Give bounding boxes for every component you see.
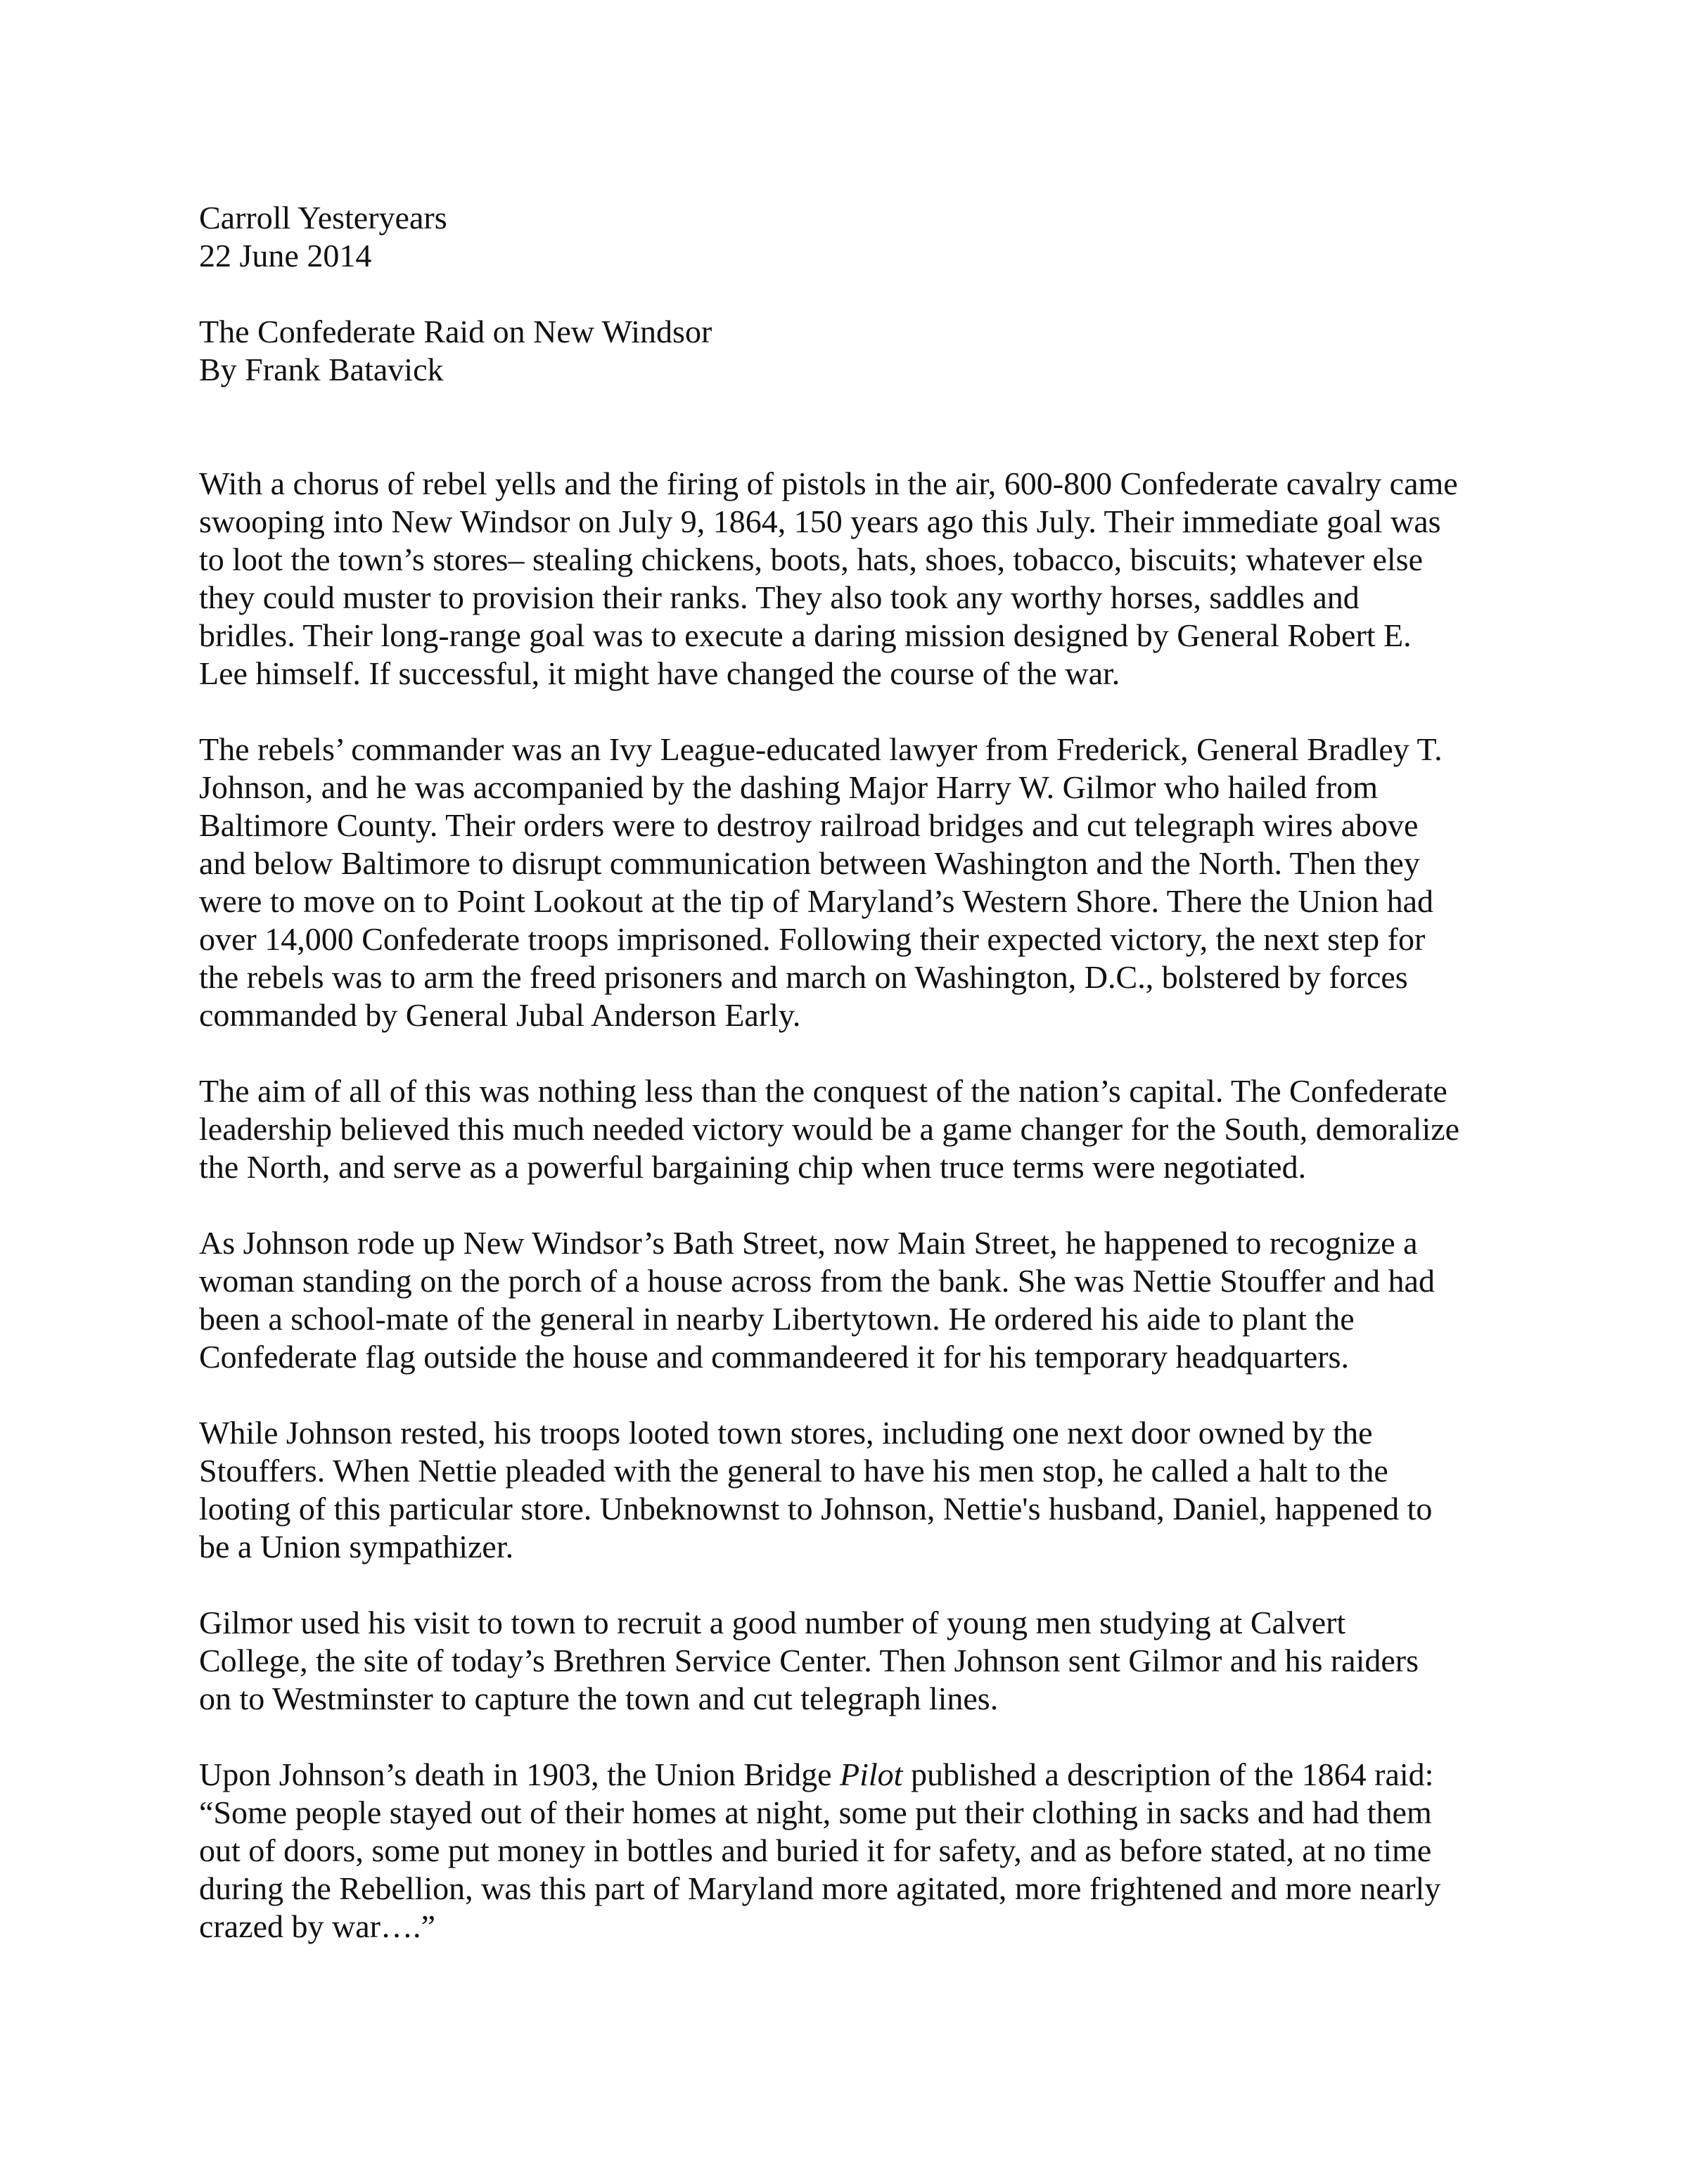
paragraph-line: leadership believed this much needed victory would be a game changer for the South, demoralize xyxy=(199,1111,1460,1147)
paragraph xyxy=(199,465,1507,693)
paragraph xyxy=(199,1072,1507,1186)
paragraph-line: been a school-mate of the general in nearby Libertytown. He ordered his aide to plant the xyxy=(199,1301,1355,1337)
newspaper-name: Pilot xyxy=(840,1756,903,1792)
paragraph-line: the North, and serve as a powerful bargaining chip when truce terms were negotiated. xyxy=(199,1149,1307,1185)
publication-date: 22 June 2014 xyxy=(199,238,372,274)
paragraph-line: over 14,000 Confederate troops imprisoned. Following their expected victory, the next step for xyxy=(199,921,1426,957)
paragraph-line: out of doors, some put money in bottles and buried it for safety, and as before stated, at no time xyxy=(199,1832,1432,1868)
paragraph-line: While Johnson rested, his troops looted town stores, including one next door owned by the xyxy=(199,1415,1373,1451)
paragraph-line: looting of this particular store. Unbeknownst to Johnson, Nettie's husband, Daniel, happened to xyxy=(199,1491,1433,1527)
paragraph-line: Baltimore County. Their orders were to destroy railroad bridges and cut telegraph wires above xyxy=(199,807,1419,843)
paragraph-line: Lee himself. If successful, it might have changed the course of the war. xyxy=(199,655,1120,691)
paragraph-line: bridles. Their long-range goal was to execute a daring mission designed by General Robert E. xyxy=(199,617,1412,653)
paragraph-line: were to move on to Point Lookout at the tip of Maryland’s Western Shore. There the Union had xyxy=(199,883,1434,919)
paragraph-line: The aim of all of this was nothing less than the conquest of the nation’s capital. The Confederate xyxy=(199,1073,1447,1109)
paragraph-line: to loot the town’s stores– stealing chickens, boots, hats, shoes, tobacco, biscuits; whatever else xyxy=(199,541,1424,577)
document-page xyxy=(199,199,1507,1946)
paragraph-line: on to Westminster to capture the town and cut telegraph lines. xyxy=(199,1681,999,1716)
paragraph-line: commanded by General Jubal Anderson Early. xyxy=(199,997,801,1033)
paragraph-line: woman standing on the porch of a house across from the bank. She was Nettie Stouffer and had xyxy=(199,1263,1435,1299)
paragraph-line: Gilmor used his visit to town to recruit a good number of young men studying at Calvert xyxy=(199,1605,1346,1640)
article-title: The Confederate Raid on New Windsor xyxy=(199,314,712,349)
paragraph xyxy=(199,731,1507,1034)
text: Upon Johnson’s death in 1903, the Union Bridge xyxy=(199,1756,840,1792)
paragraph-line: Johnson, and he was accompanied by the dashing Major Harry W. Gilmor who hailed from xyxy=(199,769,1379,805)
paragraph-line: the rebels was to arm the freed prisoners and march on Washington, D.C., bolstered by forces xyxy=(199,959,1408,995)
article-byline: By Frank Batavick xyxy=(199,352,444,387)
publication-name: Carroll Yesteryears xyxy=(199,200,447,236)
text: published a description of the 1864 raid: xyxy=(902,1756,1434,1792)
paragraph xyxy=(199,1414,1507,1566)
paragraph xyxy=(199,1756,1507,1946)
paragraph-line: “Some people stayed out of their homes at night, some put their clothing in sacks and had them xyxy=(199,1794,1432,1830)
paragraph-line xyxy=(199,1756,1507,1794)
paragraph-line: and below Baltimore to disrupt communication between Washington and the North. Then they xyxy=(199,845,1420,881)
article-body xyxy=(199,465,1507,1756)
paragraph-line: College, the site of today’s Brethren Service Center. Then Johnson sent Gilmor and his raiders xyxy=(199,1643,1419,1678)
paragraph xyxy=(199,1604,1507,1718)
paragraph-line: crazed by war….” xyxy=(199,1908,435,1944)
paragraph-line: Stouffers. When Nettie pleaded with the general to have his men stop, he called a halt to the xyxy=(199,1453,1388,1489)
paragraph-line: during the Rebellion, was this part of Maryland more agitated, more frightened and more nearly xyxy=(199,1870,1441,1906)
paragraph-line: swooping into New Windsor on July 9, 1864, 150 years ago this July. Their immediate goal was xyxy=(199,503,1441,539)
paragraph-line: Confederate flag outside the house and commandeered it for his temporary headquarters. xyxy=(199,1339,1349,1375)
paragraph-line: be a Union sympathizer. xyxy=(199,1529,514,1565)
paragraph-line: they could muster to provision their ranks. They also took any worthy horses, saddles and xyxy=(199,579,1360,615)
paragraph-line: With a chorus of rebel yells and the firing of pistols in the air, 600-800 Confederate cavalry came xyxy=(199,465,1458,501)
paragraph-line: The rebels’ commander was an Ivy League-educated lawyer from Frederick, General Bradley T. xyxy=(199,731,1443,767)
paragraph xyxy=(199,1224,1507,1376)
paragraph-line: As Johnson rode up New Windsor’s Bath Street, now Main Street, he happened to recognize a xyxy=(199,1225,1418,1261)
